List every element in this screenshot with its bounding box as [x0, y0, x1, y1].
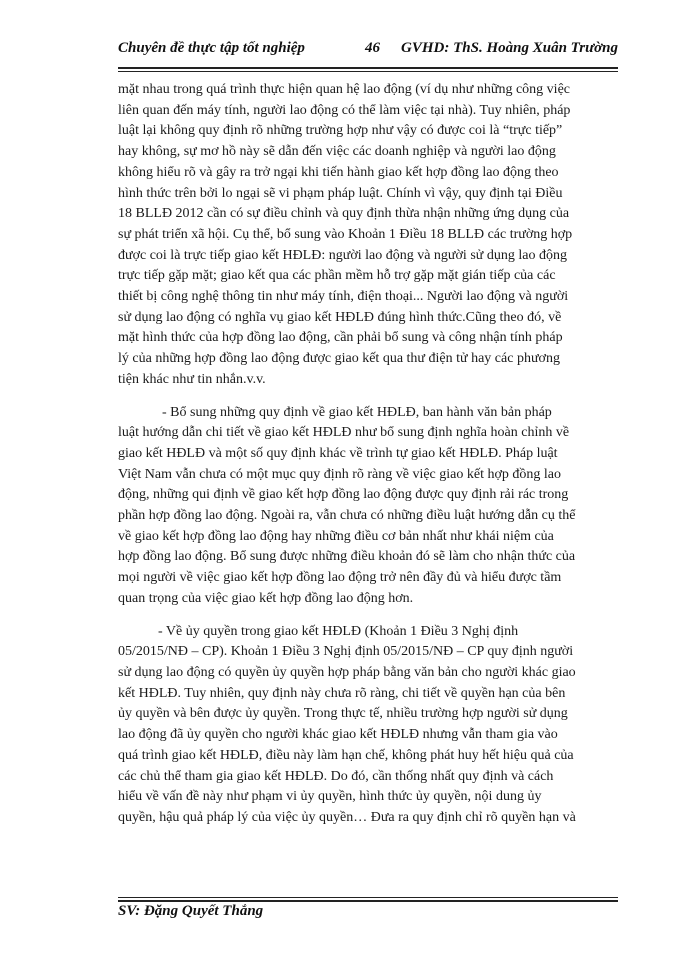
text-line: được coi là trực tiếp giao kết HĐLĐ: người lao động và người sử dụng lao động: [118, 247, 567, 263]
text-line: mặt nhau trong quá trình thực hiện quan hệ lao động (ví dụ như những công việc: [118, 82, 570, 97]
text-line: phần hợp đồng lao động. Ngoài ra, vẫn chưa có những điều luật hướng dẫn cụ thể: [118, 508, 576, 524]
text-line: trực tiếp gặp mặt; giao kết qua các phần mềm hỗ trợ gặp mặt gián tiếp của các: [118, 268, 556, 284]
text-line: quyền, hậu quả pháp lý của việc ủy quyền… Đưa ra quy định chỉ rõ quyền hạn và: [118, 809, 576, 825]
header-rule-thick: [118, 67, 618, 69]
document-body: [118, 80, 618, 829]
text-line: hay không, sự mơ hồ này sẽ dẫn đến việc các doanh nghiệp và người lao động: [118, 144, 556, 160]
text-line: hình thức trên bởi lo ngại sẽ vi phạm pháp luật. Chính vì vậy, quy định tại Điều: [118, 185, 563, 201]
text-line: về giao kết hợp đồng lao động hay những điều cơ bản nhất như khái niệm của: [118, 528, 554, 544]
text-line: Việt Nam vẫn chưa có một mục quy định rõ ràng về việc giao kết hợp đồng lao: [118, 466, 561, 482]
text-line: hiểu về vấn đề này như phạm vi ủy quyền, hình thức ủy quyền, nội dung ủy: [118, 789, 542, 805]
text-line: - Về ủy quyền trong giao kết HĐLĐ (Khoản 1 Điều 3 Nghị định: [158, 623, 519, 639]
text-line: lý của những hợp đồng lao động được giao kết qua thư điện tử hay các phương: [118, 351, 560, 367]
text-line: ủy quyền và bên được ủy quyền. Trong thực tế, nhiều trường hợp người sử dụng: [118, 706, 568, 722]
text-line: quá trình giao kết HĐLĐ, điều này làm hạn chế, không phát huy hết hiệu quả của: [118, 747, 574, 763]
header-supervisor: GVHD: ThS. Hoàng Xuân Trường: [401, 40, 618, 56]
text-line: quan trọng của việc giao kết hợp đồng lao động hơn.: [118, 590, 414, 606]
text-line: sử dụng lao động có quyền ủy quyền hợp pháp bằng văn bản cho người khác giao: [118, 664, 576, 680]
paragraph-2: [118, 403, 618, 610]
text-line: kết HĐLĐ. Tuy nhiên, quy định này chưa rõ ràng, chi tiết về quyền hạn của bên: [118, 685, 566, 701]
text-line: mọi người về việc giao kết hợp đồng lao động trở nên đầy đủ và hiểu được tầm: [118, 570, 562, 586]
paragraph-3: [118, 622, 618, 829]
text-line: - Bổ sung những quy định về giao kết HĐLĐ, ban hành văn bản pháp: [162, 404, 552, 420]
header-title: Chuyên đề thực tập tốt nghiệp: [118, 40, 305, 56]
footer-rule-thick: [118, 900, 618, 902]
text-line: thiết bị công nghệ thông tin như máy tính, điện thoại... Người lao động và người: [118, 289, 569, 305]
page-number: 46: [365, 40, 380, 56]
text-line: sự phát triển xã hội. Cụ thể, bổ sung vào Khoản 1 Điều 18 BLLĐ các trường hợp: [118, 226, 573, 242]
text-line: 05/2015/NĐ – CP). Khoản 1 Điều 3 Nghị định 05/2015/NĐ – CP quy định người: [118, 644, 574, 660]
header-rule-thin: [118, 71, 618, 72]
text-line: luật lại không quy định rõ những trường hợp như vậy có được coi là “trực tiếp”: [118, 123, 563, 139]
footer-student: SV: Đặng Quyết Thắng: [118, 903, 264, 919]
text-line: sử dụng lao động có nghĩa vụ giao kết HĐLĐ đúng hình thức.Cũng theo đó, về: [118, 309, 562, 325]
text-line: mặt hình thức của hợp đồng lao động, cần phải bổ sung và công nhận tính pháp: [118, 330, 563, 346]
text-line: luật hướng dẫn chi tiết về giao kết HĐLĐ như bổ sung định nghĩa hoàn chỉnh về: [118, 425, 570, 441]
text-line: giao kết HĐLĐ và một số quy định khác về trình tự giao kết HĐLĐ. Pháp luật: [118, 445, 558, 461]
text-line: tiện khác như tin nhắn.v.v.: [118, 371, 266, 387]
paragraph-1: [118, 80, 618, 391]
text-line: lao động đã ủy quyền cho người khác giao kết HĐLĐ nhưng vẫn tham gia vào: [118, 727, 558, 743]
text-line: 18 BLLĐ 2012 cần có sự điều chỉnh và quy định thừa nhận những ứng dụng của: [118, 206, 570, 222]
text-line: động, những qui định về giao kết hợp đồng lao động được quy định rải rác trong: [118, 487, 569, 503]
text-line: các chủ thể tham gia giao kết HĐLĐ. Do đó, cần thống nhất quy định và cách: [118, 768, 554, 784]
page-header: [118, 40, 618, 66]
footer-rule-thin: [118, 897, 618, 898]
text-line: liên quan đến máy tính, người lao động có thể làm việc tại nhà). Tuy nhiên, pháp: [118, 102, 571, 118]
text-line: không hiểu rõ và gây ra trở ngại khi tiến hành giao kết hợp đồng lao động theo: [118, 164, 559, 180]
text-line: hợp đồng lao động. Bổ sung được những điều khoản đó sẽ làm cho nhận thức của: [118, 549, 576, 565]
